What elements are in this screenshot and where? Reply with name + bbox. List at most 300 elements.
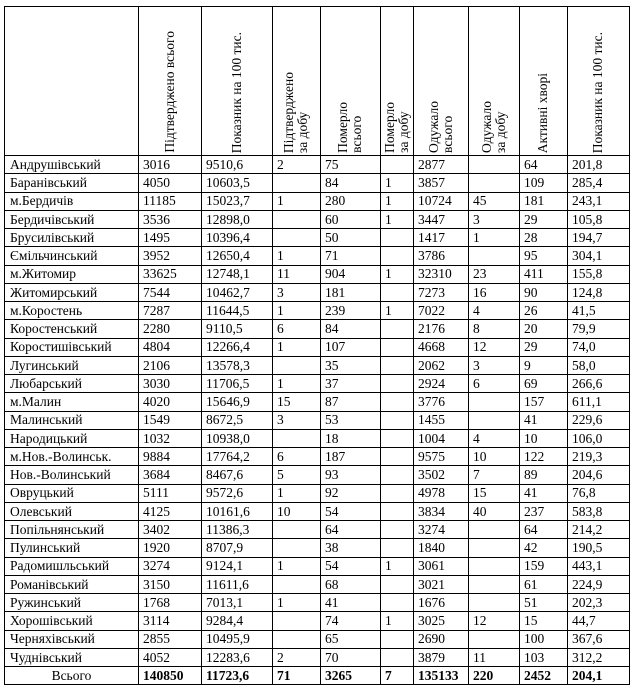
value-cell: 159 xyxy=(520,557,568,575)
total-value-cell: 11723,6 xyxy=(202,667,273,685)
value-cell: 7287 xyxy=(139,302,202,320)
value-cell: 100 xyxy=(520,630,568,648)
value-cell: 3447 xyxy=(414,210,469,228)
table-row xyxy=(5,356,630,374)
district-name-cell: Нов.-Волинський xyxy=(5,466,139,484)
value-cell: 1 xyxy=(273,594,321,612)
value-cell: 17764,2 xyxy=(202,448,273,466)
column-header-label: Одужало всього xyxy=(425,101,455,153)
value-cell: 53 xyxy=(321,411,381,429)
value-cell: 1768 xyxy=(139,594,202,612)
total-label-cell: Всього xyxy=(5,667,139,685)
value-cell: 3016 xyxy=(139,156,202,174)
value-cell: 181 xyxy=(520,192,568,210)
value-cell: 237 xyxy=(520,502,568,520)
value-cell: 11 xyxy=(273,265,321,283)
value-cell: 6 xyxy=(273,448,321,466)
value-cell: 9284,4 xyxy=(202,612,273,630)
value-cell xyxy=(381,393,414,411)
value-cell: 74 xyxy=(321,612,381,630)
value-cell: 304,1 xyxy=(568,247,630,265)
value-cell: 8 xyxy=(469,320,520,338)
value-cell: 84 xyxy=(321,320,381,338)
value-cell: 105,8 xyxy=(568,210,630,228)
total-value-cell: 7 xyxy=(381,667,414,685)
value-cell: 13578,3 xyxy=(202,356,273,374)
value-cell: 12 xyxy=(469,338,520,356)
total-value-cell: 220 xyxy=(469,667,520,685)
value-cell: 79,9 xyxy=(568,320,630,338)
column-header-label: Показник на 100 тис. xyxy=(228,31,244,153)
value-cell xyxy=(381,338,414,356)
table-row xyxy=(5,648,630,666)
value-cell: 1676 xyxy=(414,594,469,612)
district-name-cell: Овруцький xyxy=(5,484,139,502)
value-cell: 15646,9 xyxy=(202,393,273,411)
value-cell: 122 xyxy=(520,448,568,466)
header-label-wrap xyxy=(202,7,272,155)
value-cell: 9510,6 xyxy=(202,156,273,174)
value-cell: 1 xyxy=(273,338,321,356)
value-cell: 3 xyxy=(469,210,520,228)
value-cell: 3 xyxy=(273,411,321,429)
value-cell xyxy=(381,466,414,484)
value-cell: 4125 xyxy=(139,502,202,520)
value-cell: 7013,1 xyxy=(202,594,273,612)
value-cell: 443,1 xyxy=(568,557,630,575)
table-row xyxy=(5,557,630,575)
value-cell xyxy=(381,283,414,301)
value-cell: 2 xyxy=(273,648,321,666)
value-cell: 1495 xyxy=(139,229,202,247)
header-label-wrap xyxy=(381,7,413,155)
table-row xyxy=(5,393,630,411)
value-cell: 11706,5 xyxy=(202,375,273,393)
table-row xyxy=(5,192,630,210)
value-cell: 1 xyxy=(273,484,321,502)
table-row xyxy=(5,575,630,593)
value-cell: 26 xyxy=(520,302,568,320)
table-row xyxy=(5,502,630,520)
value-cell: 367,6 xyxy=(568,630,630,648)
column-header xyxy=(202,7,273,156)
value-cell: 202,3 xyxy=(568,594,630,612)
value-cell: 9110,5 xyxy=(202,320,273,338)
value-cell: 7544 xyxy=(139,283,202,301)
district-name-cell: Андрушівський xyxy=(5,156,139,174)
value-cell: 3030 xyxy=(139,375,202,393)
value-cell: 1 xyxy=(381,612,414,630)
value-cell: 10 xyxy=(273,502,321,520)
value-cell: 45 xyxy=(469,192,520,210)
value-cell xyxy=(381,539,414,557)
district-name-cell: Любарський xyxy=(5,375,139,393)
table-row xyxy=(5,265,630,283)
value-cell: 3 xyxy=(469,356,520,374)
value-cell: 5111 xyxy=(139,484,202,502)
value-cell: 42 xyxy=(520,539,568,557)
table-row xyxy=(5,411,630,429)
header-label-wrap xyxy=(414,7,468,155)
value-cell: 3502 xyxy=(414,466,469,484)
value-cell: 106,0 xyxy=(568,429,630,447)
value-cell: 611,1 xyxy=(568,393,630,411)
total-value-cell: 2452 xyxy=(520,667,568,685)
value-cell: 3274 xyxy=(139,557,202,575)
value-cell: 37 xyxy=(321,375,381,393)
value-cell: 3952 xyxy=(139,247,202,265)
district-name-cell: Романівський xyxy=(5,575,139,593)
value-cell: 4020 xyxy=(139,393,202,411)
value-cell: 3 xyxy=(273,283,321,301)
value-cell: 15 xyxy=(273,393,321,411)
column-header-label: Підтверджено за добу xyxy=(281,71,311,153)
district-name-cell: м.Житомир xyxy=(5,265,139,283)
table-row xyxy=(5,283,630,301)
value-cell: 1 xyxy=(381,174,414,192)
value-cell: 3786 xyxy=(414,247,469,265)
value-cell: 8672,5 xyxy=(202,411,273,429)
value-cell xyxy=(381,229,414,247)
value-cell xyxy=(381,429,414,447)
value-cell xyxy=(469,521,520,539)
value-cell: 54 xyxy=(321,557,381,575)
value-cell: 54 xyxy=(321,502,381,520)
value-cell: 29 xyxy=(520,338,568,356)
value-cell: 71 xyxy=(321,247,381,265)
value-cell: 65 xyxy=(321,630,381,648)
total-value-cell: 3265 xyxy=(321,667,381,685)
value-cell xyxy=(273,612,321,630)
value-cell: 1549 xyxy=(139,411,202,429)
value-cell: 3536 xyxy=(139,210,202,228)
column-header xyxy=(273,7,321,156)
value-cell: 243,1 xyxy=(568,192,630,210)
district-name-cell: Коростишівський xyxy=(5,338,139,356)
table-row xyxy=(5,539,630,557)
value-cell: 904 xyxy=(321,265,381,283)
value-cell: 12283,6 xyxy=(202,648,273,666)
value-cell: 75 xyxy=(321,156,381,174)
column-header-label: Померло за добу xyxy=(381,102,411,153)
value-cell: 3879 xyxy=(414,648,469,666)
total-value-cell: 71 xyxy=(273,667,321,685)
value-cell: 10 xyxy=(469,448,520,466)
table-row xyxy=(5,612,630,630)
value-cell: 11386,3 xyxy=(202,521,273,539)
value-cell: 51 xyxy=(520,594,568,612)
value-cell: 201,8 xyxy=(568,156,630,174)
value-cell xyxy=(381,247,414,265)
district-name-cell: Пулинський xyxy=(5,539,139,557)
district-name-cell: Брусилівський xyxy=(5,229,139,247)
value-cell: 1032 xyxy=(139,429,202,447)
district-name-cell: м.Бердичів xyxy=(5,192,139,210)
header-label-wrap xyxy=(520,7,567,155)
value-cell xyxy=(273,521,321,539)
value-cell: 1 xyxy=(381,557,414,575)
value-cell: 1 xyxy=(381,210,414,228)
value-cell xyxy=(381,375,414,393)
value-cell: 6 xyxy=(273,320,321,338)
value-cell: 411 xyxy=(520,265,568,283)
value-cell xyxy=(381,320,414,338)
column-header-label: Одужало за добу xyxy=(478,101,508,153)
value-cell: 1004 xyxy=(414,429,469,447)
total-value-cell: 140850 xyxy=(139,667,202,685)
value-cell: 3776 xyxy=(414,393,469,411)
table-row xyxy=(5,484,630,502)
value-cell: 280 xyxy=(321,192,381,210)
value-cell: 10 xyxy=(520,429,568,447)
value-cell: 103 xyxy=(520,648,568,666)
value-cell: 1455 xyxy=(414,411,469,429)
value-cell: 16 xyxy=(469,283,520,301)
table-row xyxy=(5,174,630,192)
value-cell: 124,8 xyxy=(568,283,630,301)
value-cell: 9575 xyxy=(414,448,469,466)
table-row xyxy=(5,429,630,447)
header-row xyxy=(5,7,630,156)
column-header xyxy=(414,7,469,156)
value-cell: 2062 xyxy=(414,356,469,374)
total-row xyxy=(5,667,630,685)
value-cell: 89 xyxy=(520,466,568,484)
value-cell: 10724 xyxy=(414,192,469,210)
district-name-cell: Черняхівський xyxy=(5,630,139,648)
value-cell: 87 xyxy=(321,393,381,411)
value-cell: 12 xyxy=(469,612,520,630)
value-cell xyxy=(469,247,520,265)
value-cell: 3274 xyxy=(414,521,469,539)
value-cell: 224,9 xyxy=(568,575,630,593)
value-cell: 1920 xyxy=(139,539,202,557)
district-name-cell: м.Нов.-Волинськ. xyxy=(5,448,139,466)
total-value-cell: 204,1 xyxy=(568,667,630,685)
value-cell: 4668 xyxy=(414,338,469,356)
value-cell: 5 xyxy=(273,466,321,484)
value-cell: 11644,5 xyxy=(202,302,273,320)
value-cell: 68 xyxy=(321,575,381,593)
value-cell: 18 xyxy=(321,429,381,447)
value-cell: 1 xyxy=(273,375,321,393)
value-cell: 3684 xyxy=(139,466,202,484)
value-cell: 583,8 xyxy=(568,502,630,520)
value-cell: 11185 xyxy=(139,192,202,210)
value-cell xyxy=(469,156,520,174)
district-name-cell: Житомирський xyxy=(5,283,139,301)
value-cell xyxy=(469,174,520,192)
value-cell: 4978 xyxy=(414,484,469,502)
value-cell: 60 xyxy=(321,210,381,228)
value-cell xyxy=(273,630,321,648)
value-cell xyxy=(469,575,520,593)
value-cell: 44,7 xyxy=(568,612,630,630)
header-label-wrap xyxy=(469,7,519,155)
value-cell: 50 xyxy=(321,229,381,247)
value-cell: 70 xyxy=(321,648,381,666)
value-cell: 1 xyxy=(381,302,414,320)
value-cell: 4052 xyxy=(139,648,202,666)
value-cell: 3402 xyxy=(139,521,202,539)
header-label-wrap xyxy=(321,7,380,155)
value-cell: 3025 xyxy=(414,612,469,630)
value-cell xyxy=(469,557,520,575)
value-cell: 10396,4 xyxy=(202,229,273,247)
value-cell: 12748,1 xyxy=(202,265,273,283)
table-row xyxy=(5,630,630,648)
value-cell xyxy=(469,393,520,411)
district-name-cell: Олевський xyxy=(5,502,139,520)
value-cell: 2690 xyxy=(414,630,469,648)
value-cell: 2924 xyxy=(414,375,469,393)
value-cell: 9 xyxy=(520,356,568,374)
value-cell xyxy=(381,630,414,648)
table-row xyxy=(5,338,630,356)
district-name-cell: Коростенський xyxy=(5,320,139,338)
value-cell: 194,7 xyxy=(568,229,630,247)
column-header-label: Померло всього xyxy=(335,102,365,153)
value-cell: 64 xyxy=(520,521,568,539)
value-cell: 10462,7 xyxy=(202,283,273,301)
value-cell: 64 xyxy=(321,521,381,539)
value-cell: 6 xyxy=(469,375,520,393)
value-cell: 15023,7 xyxy=(202,192,273,210)
district-name-cell: м.Коростень xyxy=(5,302,139,320)
covid-statistics-table xyxy=(4,6,630,685)
value-cell: 41 xyxy=(520,484,568,502)
value-cell: 190,5 xyxy=(568,539,630,557)
value-cell: 32310 xyxy=(414,265,469,283)
value-cell: 214,2 xyxy=(568,521,630,539)
value-cell xyxy=(469,630,520,648)
table-row xyxy=(5,156,630,174)
district-name-cell: Малинський xyxy=(5,411,139,429)
value-cell: 41 xyxy=(321,594,381,612)
value-cell: 3061 xyxy=(414,557,469,575)
value-cell xyxy=(381,521,414,539)
value-cell xyxy=(273,210,321,228)
value-cell: 33625 xyxy=(139,265,202,283)
value-cell xyxy=(381,448,414,466)
value-cell: 10495,9 xyxy=(202,630,273,648)
column-header xyxy=(321,7,381,156)
value-cell: 8707,9 xyxy=(202,539,273,557)
value-cell: 7273 xyxy=(414,283,469,301)
value-cell: 219,3 xyxy=(568,448,630,466)
district-name-cell: Радомишльський xyxy=(5,557,139,575)
column-header xyxy=(381,7,414,156)
value-cell xyxy=(273,539,321,557)
district-name-cell: Чуднівський xyxy=(5,648,139,666)
value-cell: 7 xyxy=(469,466,520,484)
value-cell xyxy=(381,484,414,502)
district-name-cell: Бердичівський xyxy=(5,210,139,228)
value-cell: 29 xyxy=(520,210,568,228)
total-value-cell: 135133 xyxy=(414,667,469,685)
value-cell: 1 xyxy=(273,302,321,320)
value-cell: 2280 xyxy=(139,320,202,338)
value-cell: 74,0 xyxy=(568,338,630,356)
value-cell: 9884 xyxy=(139,448,202,466)
value-cell xyxy=(469,411,520,429)
value-cell: 84 xyxy=(321,174,381,192)
value-cell xyxy=(381,411,414,429)
value-cell: 157 xyxy=(520,393,568,411)
value-cell: 76,8 xyxy=(568,484,630,502)
value-cell: 20 xyxy=(520,320,568,338)
value-cell xyxy=(273,174,321,192)
table-row xyxy=(5,210,630,228)
value-cell: 11 xyxy=(469,648,520,666)
district-name-cell: м.Малин xyxy=(5,393,139,411)
value-cell: 10938,0 xyxy=(202,429,273,447)
header-label-wrap xyxy=(139,7,201,155)
value-cell: 285,4 xyxy=(568,174,630,192)
value-cell xyxy=(381,648,414,666)
district-name-cell: Ружинський xyxy=(5,594,139,612)
value-cell: 4 xyxy=(469,302,520,320)
column-header-label: Активні хворі xyxy=(535,72,551,153)
value-cell: 4050 xyxy=(139,174,202,192)
column-header xyxy=(568,7,630,156)
column-header xyxy=(139,7,202,156)
value-cell: 3150 xyxy=(139,575,202,593)
value-cell xyxy=(381,502,414,520)
value-cell: 1 xyxy=(273,192,321,210)
value-cell: 28 xyxy=(520,229,568,247)
value-cell: 41,5 xyxy=(568,302,630,320)
value-cell: 187 xyxy=(321,448,381,466)
value-cell: 15 xyxy=(469,484,520,502)
value-cell: 12898,0 xyxy=(202,210,273,228)
value-cell: 93 xyxy=(321,466,381,484)
value-cell: 1 xyxy=(381,265,414,283)
table-row xyxy=(5,448,630,466)
district-name-cell: Лугинський xyxy=(5,356,139,374)
table-row xyxy=(5,521,630,539)
district-name-cell: Ємільчинський xyxy=(5,247,139,265)
district-name-cell: Баранівський xyxy=(5,174,139,192)
value-cell: 12266,4 xyxy=(202,338,273,356)
value-cell xyxy=(273,229,321,247)
value-cell: 109 xyxy=(520,174,568,192)
value-cell: 10161,6 xyxy=(202,502,273,520)
value-cell xyxy=(381,594,414,612)
value-cell xyxy=(273,575,321,593)
header-label-wrap xyxy=(273,7,320,155)
column-header-label: Підтверджено всього xyxy=(161,31,177,153)
value-cell: 1 xyxy=(273,557,321,575)
value-cell: 4 xyxy=(469,429,520,447)
district-name-cell: Хорошівський xyxy=(5,612,139,630)
value-cell: 1 xyxy=(469,229,520,247)
value-cell: 69 xyxy=(520,375,568,393)
value-cell: 3114 xyxy=(139,612,202,630)
table-body xyxy=(5,156,630,667)
value-cell xyxy=(381,575,414,593)
column-header xyxy=(520,7,568,156)
header-corner-cell xyxy=(5,7,139,156)
value-cell: 2855 xyxy=(139,630,202,648)
value-cell: 2 xyxy=(273,156,321,174)
value-cell: 312,2 xyxy=(568,648,630,666)
value-cell: 155,8 xyxy=(568,265,630,283)
value-cell: 38 xyxy=(321,539,381,557)
value-cell: 2106 xyxy=(139,356,202,374)
value-cell: 7022 xyxy=(414,302,469,320)
cropped-caption xyxy=(40,0,600,3)
